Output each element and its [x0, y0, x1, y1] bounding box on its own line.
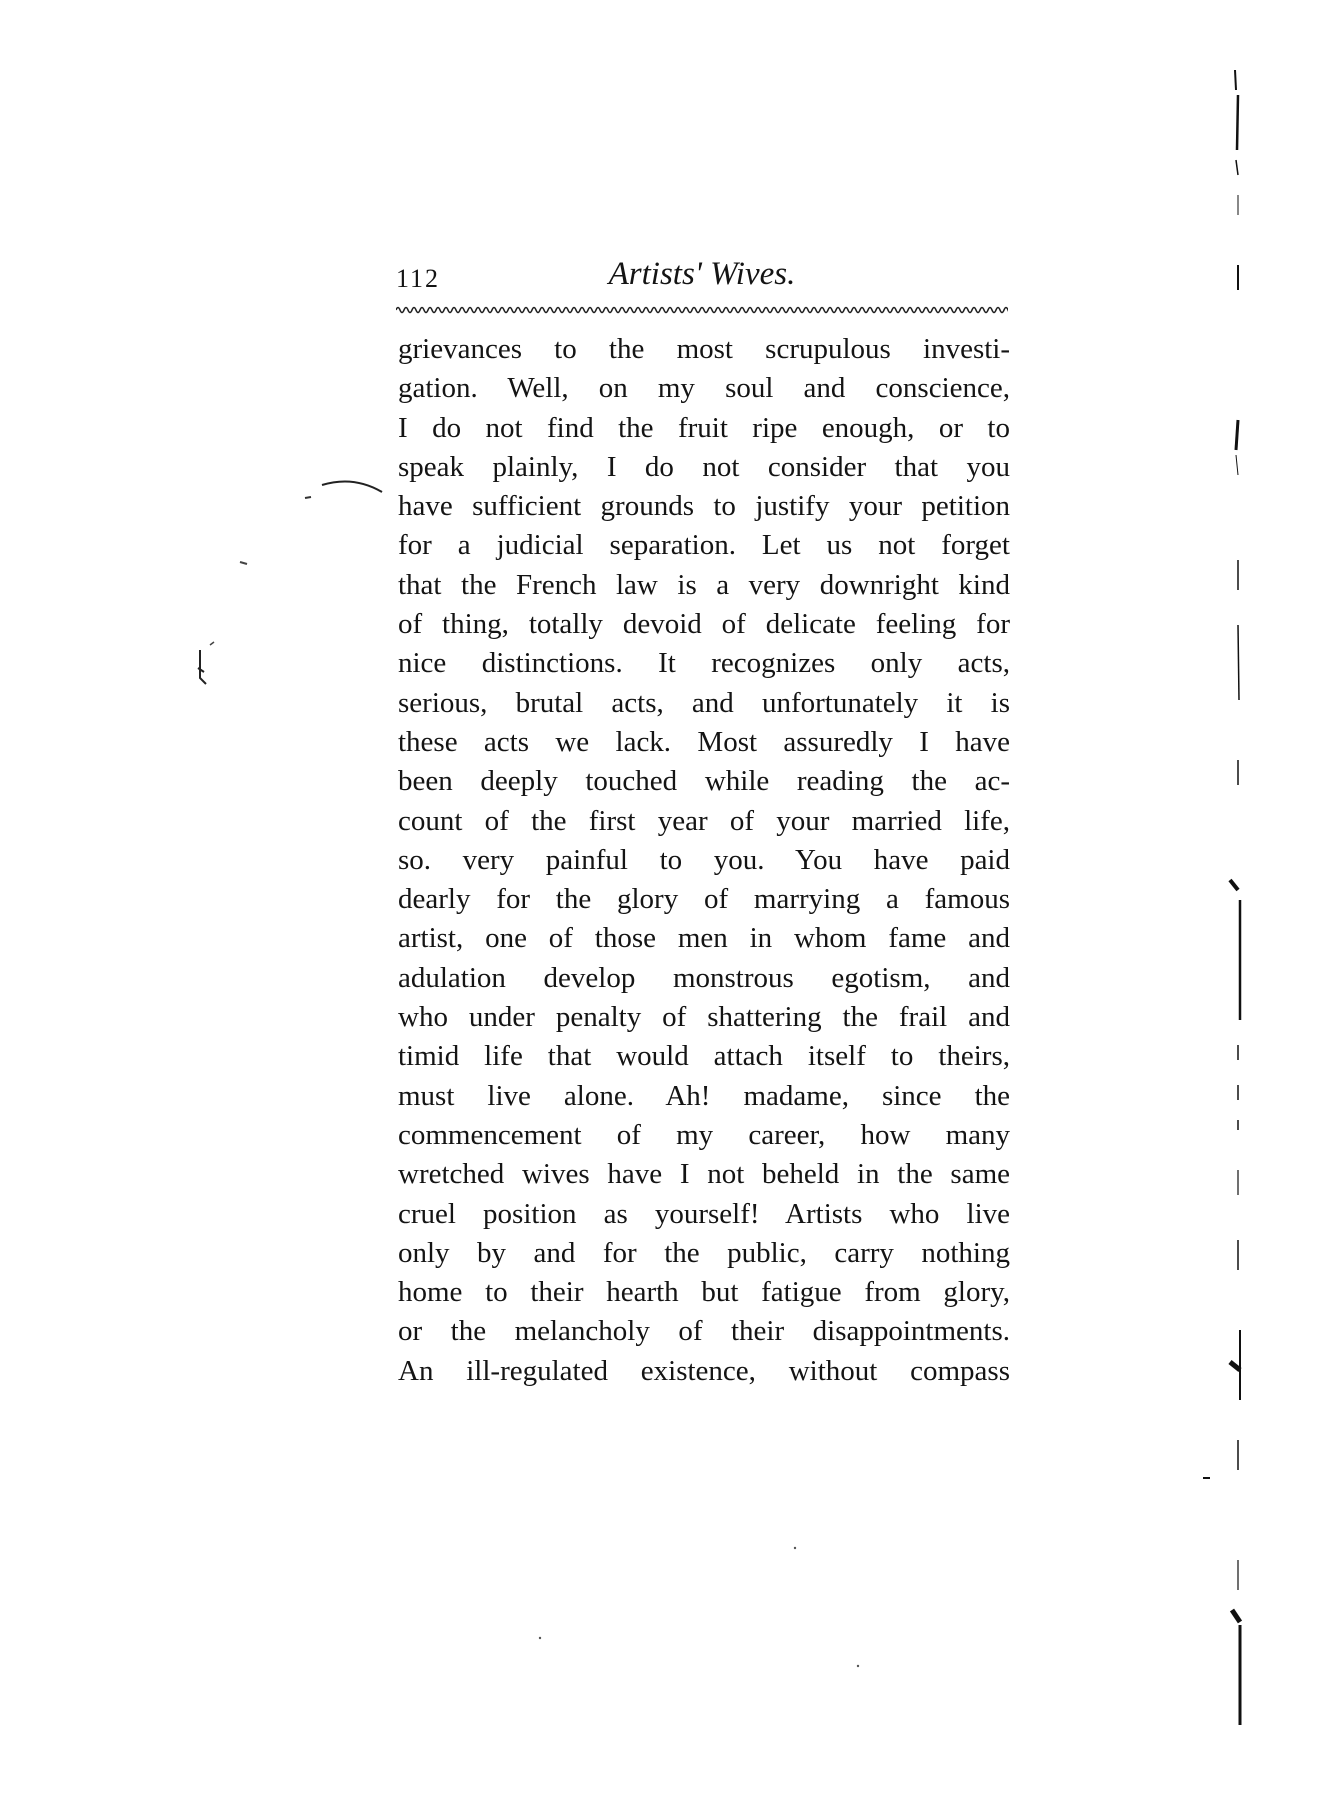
running-title: Artists' Wives. — [608, 256, 796, 292]
text-line: of thing, totally devoid of delicate feeling for — [398, 608, 1010, 641]
text-line: must live alone. Ah! madame, since the — [398, 1079, 1010, 1112]
text-line: these acts we lack. Most assuredly I have — [398, 725, 1010, 758]
text-line: I do not find the fruit ripe enough, or to — [398, 411, 1010, 444]
text-line: grievances to the most scrupulous investi- — [398, 333, 1010, 365]
text-line: so. very painful to you. You have paid — [398, 843, 1010, 876]
text-line: adulation develop monstrous egotism, and — [398, 961, 1010, 994]
page-header — [396, 256, 1008, 302]
text-line: wretched wives have I not beheld in the same — [398, 1158, 1010, 1191]
text-line: nice distinctions. It recognizes only acts, — [398, 647, 1010, 680]
wavy-header-rule — [396, 304, 1008, 316]
body-text — [398, 330, 1010, 1391]
text-line: who under penalty of shattering the frail and — [398, 1001, 1010, 1034]
text-line: been deeply touched while reading the ac- — [398, 765, 1010, 798]
text-line: count of the first year of your married life, — [398, 804, 1010, 837]
text-line: dearly for the glory of marrying a famous — [398, 883, 1010, 916]
text-line: commencement of my career, how many — [398, 1118, 1010, 1151]
text-line: home to their hearth but fatigue from glory, — [398, 1276, 1010, 1309]
text-line: serious, brutal acts, and unfortunately it is — [398, 686, 1010, 719]
text-line: have sufficient grounds to justify your petition — [398, 490, 1010, 523]
text-line: or the melancholy of their disappointments. — [398, 1315, 1010, 1348]
text-line: that the French law is a very downright kind — [398, 568, 1010, 601]
text-line: timid life that would attach itself to theirs, — [398, 1040, 1010, 1073]
text-line: gation. Well, on my soul and conscience, — [398, 372, 1010, 405]
text-line: only by and for the public, carry nothing — [398, 1236, 1010, 1269]
text-line: cruel position as yourself! Artists who live — [398, 1197, 1010, 1230]
text-line: An ill-regulated existence, without compass — [398, 1354, 1010, 1387]
page-number: 112 — [396, 264, 441, 293]
text-line: artist, one of those men in whom fame and — [398, 922, 1010, 955]
text-line: for a judicial separation. Let us not forget — [398, 529, 1010, 562]
text-line: speak plainly, I do not consider that you — [398, 450, 1010, 483]
